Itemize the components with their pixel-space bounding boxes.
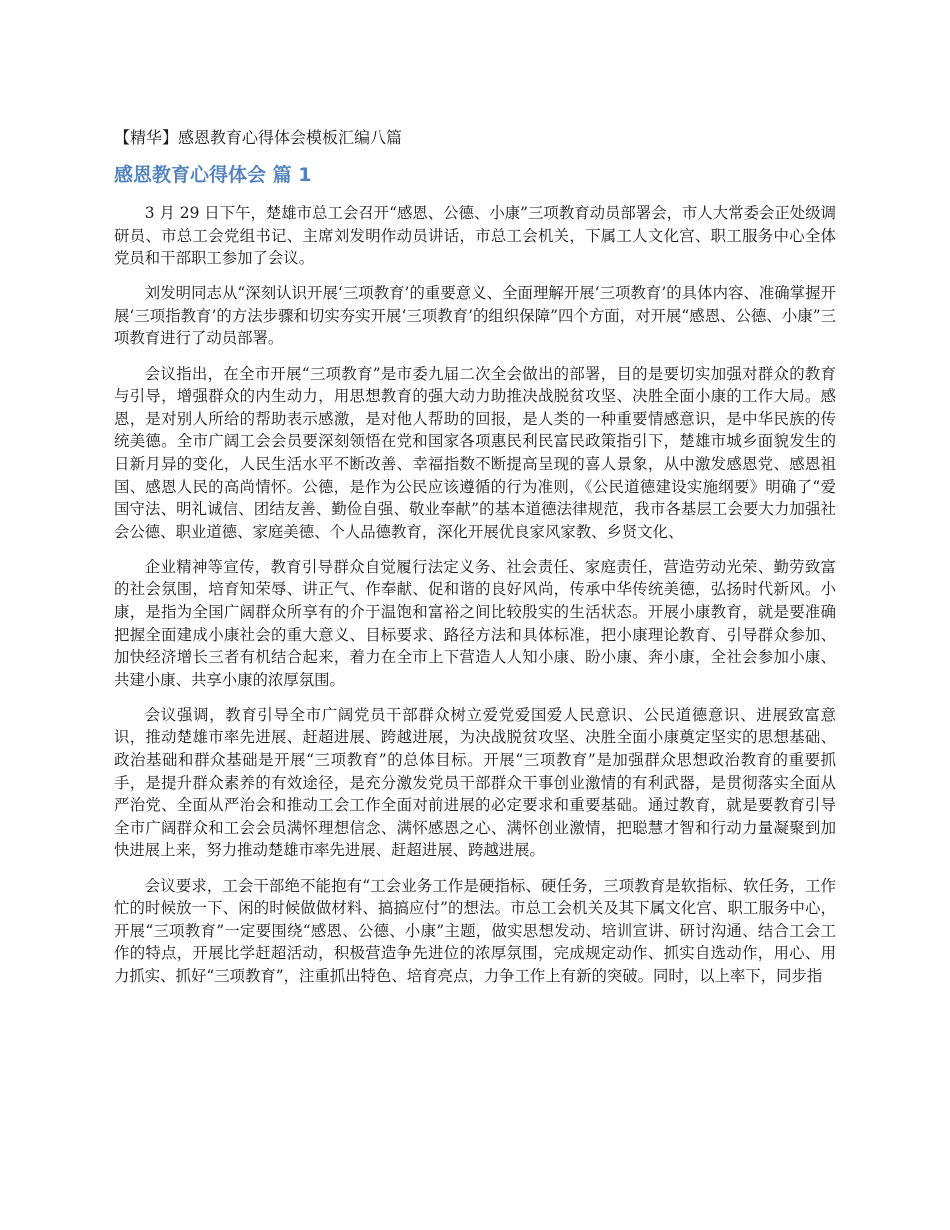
document-title: 【精华】感恩教育心得体会模板汇编八篇: [114, 128, 403, 147]
paragraph-2: 刘发明同志从“深刻认识开展‘三项教育’的重要意义、全面理解开展‘三项教育’的具体内容、准确掌握开展‘三项指教育’的方法步骤和切实夯实开展‘三项教育’的组织保障”四个方面，对开展“感恩、公德、小康”三项教育进行了动员部署。: [114, 284, 836, 348]
paragraph-3: 会议指出，在全市开展“三项教育”是市委九届二次全会做出的部署，目的是要切实加强对群众的教育与引导，增强群众的内生动力，用思想教育的强大动力助推决战脱贫攻坚、决胜全面小康的工作大局。感恩，是对别人所给的帮助表示感激，是对他人帮助的回报，是人类的一种重要情感意识，是中华民族的传统美德。全市广阔工会会员要深刻领悟在党和国家各项惠民利民富民政策指引下，楚雄市城乡面貌发生的日新月异的变化，人民生活水平不断改善、幸福指数不断提高呈现的喜人景象，从中激发感恩党、感恩祖国、感恩人民的高尚情怀。公德，是作为公民应该遵循的行为准则，《公民道德建设实施纲要》明确了“爱国守法、明礼诚信、团结友善、勤俭自强、敬业奉献”的基本道德法律规范，我市各基层工会要大力加强社会公德、职业道德、家庭美德、个人品德教育，深化开展优良家风家教、乡贤文化、: [114, 364, 836, 541]
paragraph-4: 企业精神等宣传，教育引导群众自觉履行法定义务、社会责任、家庭责任，营造劳动光荣、勤劳致富的社会氛围，培育知荣辱、讲正气、作奉献、促和谐的良好风尚，传承中华传统美德，弘扬时代新风。小康，是指为全国广阔群众所享有的介于温饱和富裕之间比较殷实的生活状态。开展小康教育，就是要准确把握全面建成小康社会的重大意义、目标要求、路径方法和具体标准，把小康理论教育、引导群众参加、加快经济增长三者有机结合起来，着力在全市上下营造人人知小康、盼小康、奔小康，全社会参加小康、共建小康、共享小康的浓厚氛围。: [114, 557, 836, 689]
section-heading: 感恩教育心得体会 篇 1: [114, 164, 312, 186]
paragraph-5: 会议强调，教育引导全市广阔党员干部群众树立爱党爱国爱人民意识、公民道德意识、进展致富意识，推动楚雄市率先进展、赶超进展、跨越进展，为决战脱贫攻坚、决胜全面小康奠定坚实的思想基础、政治基础和群众基础是开展“三项教育”的总体目标。开展“三项教育”是加强群众思想政治教育的重要抓手，是提升群众素养的有效途径，是充分激发党员干部群众干事创业激情的有利武器，是贯彻落实全面从严治党、全面从严治会和推动工会工作全面对前进展的必定要求和重要基础。通过教育，就是要教育引导全市广阔群众和工会会员满怀理想信念、满怀感恩之心、满怀创业激情，把聪慧才智和行动力量凝聚到加快进展上来，努力推动楚雄市率先进展、赶超进展、跨越进展。: [114, 705, 836, 860]
paragraph-6: 会议要求，工会干部绝不能抱有“工会业务工作是硬指标、硬任务，三项教育是软指标、软任务，工作忙的时候放一下、闲的时候做做材料、搞搞应付”的想法。市总工会机关及其下属文化宫、职工服务中心，开展“三项教育”一定要围绕“感恩、公德、小康”主题，做实思想发动、培训宣讲、研讨沟通、结合工会工作的特点，开展比学赶超活动，积极营造争先进位的浓厚氛围，完成规定动作、抓实自选动作，用心、用力抓实、抓好“三项教育”，注重抓出特色、培育亮点，力争工作上有新的突破。同时，以上率下，同步指: [114, 876, 836, 985]
paragraph-1: 3 月 29 日下午，楚雄市总工会召开“感恩、公德、小康”三项教育动员部署会，市人大常委会正处级调研员、市总工会党组书记、主席刘发明作动员讲话，市总工会机关，下属工人文化宫、职工服务中心全体党员和干部职工参加了会议。: [114, 204, 836, 268]
